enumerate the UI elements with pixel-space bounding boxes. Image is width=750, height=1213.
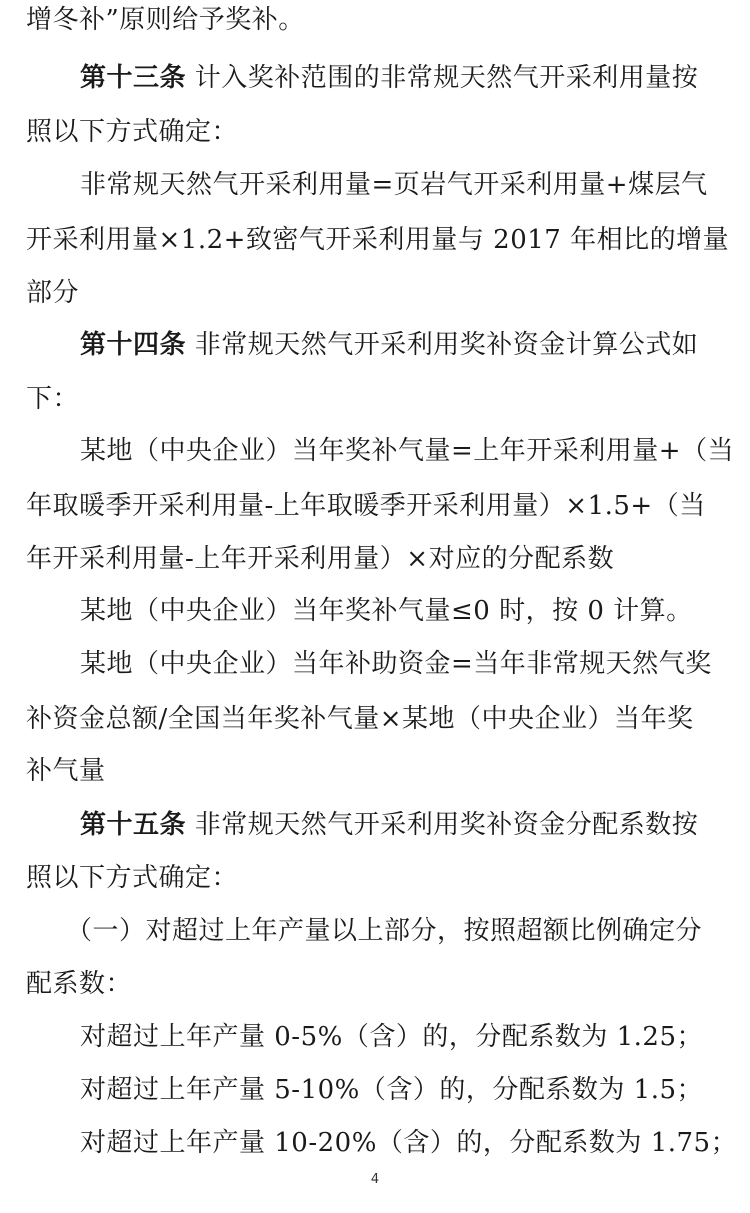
line-text: 计入奖补范围的非常规天然气开采利用量按 xyxy=(186,63,699,93)
text-line xyxy=(26,114,726,150)
line-text: 对超过上年产量 10-20%（含）的，分配系数为 1.75； xyxy=(80,1128,738,1158)
article-13-heading-line xyxy=(80,60,750,96)
text-line xyxy=(26,753,726,789)
line-text: 部分 xyxy=(26,278,80,308)
formula-line xyxy=(80,433,750,469)
text-line xyxy=(26,860,726,896)
line-text: 非常规天然气开采利用奖补资金分配系数按 xyxy=(186,810,699,840)
text-line xyxy=(26,381,726,417)
text-line xyxy=(26,701,726,737)
line-text: 某地（中央企业）当年补助资金=当年非常规天然气奖 xyxy=(80,649,712,679)
text-line xyxy=(26,488,726,524)
line-text: 对超过上年产量 0-5%（含）的，分配系数为 1.25； xyxy=(80,1022,703,1052)
article-14-title: 第十四条 xyxy=(80,330,187,360)
text-line xyxy=(26,222,730,258)
line-text: 年取暖季开采利用量-上年取暖季开采利用量）×1.5+（当 xyxy=(26,491,706,521)
formula-line xyxy=(80,646,750,682)
line-text: （一）对超过上年产量以上部分，按照超额比例确定分 xyxy=(66,916,703,946)
line-text: 开采利用量×1.2+致密气开采利用量与 2017 年相比的增量 xyxy=(26,225,730,255)
line-text: 照以下方式确定： xyxy=(26,117,239,147)
line-text: 照以下方式确定： xyxy=(26,863,239,893)
line-text: 年开采利用量-上年开采利用量）×对应的分配系数 xyxy=(26,544,615,574)
text-line xyxy=(26,2,726,38)
line-text: 对超过上年产量 5-10%（含）的，分配系数为 1.5； xyxy=(80,1075,703,1105)
formula-line xyxy=(80,167,750,203)
line-text: 下： xyxy=(26,384,80,414)
coefficient-line xyxy=(80,1125,750,1161)
text-line xyxy=(26,966,726,1002)
text-line xyxy=(80,593,750,629)
coefficient-line xyxy=(80,1019,750,1055)
text-line xyxy=(26,275,726,311)
line-text: 非常规天然气开采利用量=页岩气开采利用量+煤层气 xyxy=(80,170,708,200)
article-15-heading-line xyxy=(80,807,750,843)
text-line xyxy=(26,541,726,577)
clause-line xyxy=(66,913,750,949)
coefficient-line xyxy=(80,1072,750,1108)
article-13-title: 第十三条 xyxy=(80,63,187,93)
line-text: 增冬补”原则给予奖补。 xyxy=(26,5,305,35)
line-text: 某地（中央企业）当年奖补气量≤0 时，按 0 计算。 xyxy=(80,596,693,626)
line-text: 补气量 xyxy=(26,756,106,786)
line-text: 配系数： xyxy=(26,969,133,999)
article-15-title: 第十五条 xyxy=(80,810,187,840)
page-number: 4 xyxy=(370,1172,380,1187)
line-text: 某地（中央企业）当年奖补气量=上年开采利用量+（当 xyxy=(80,436,735,466)
article-14-heading-line xyxy=(80,327,750,363)
line-text: 补资金总额/全国当年奖补气量×某地（中央企业）当年奖 xyxy=(26,704,694,734)
line-text: 非常规天然气开采利用奖补资金计算公式如 xyxy=(186,330,699,360)
